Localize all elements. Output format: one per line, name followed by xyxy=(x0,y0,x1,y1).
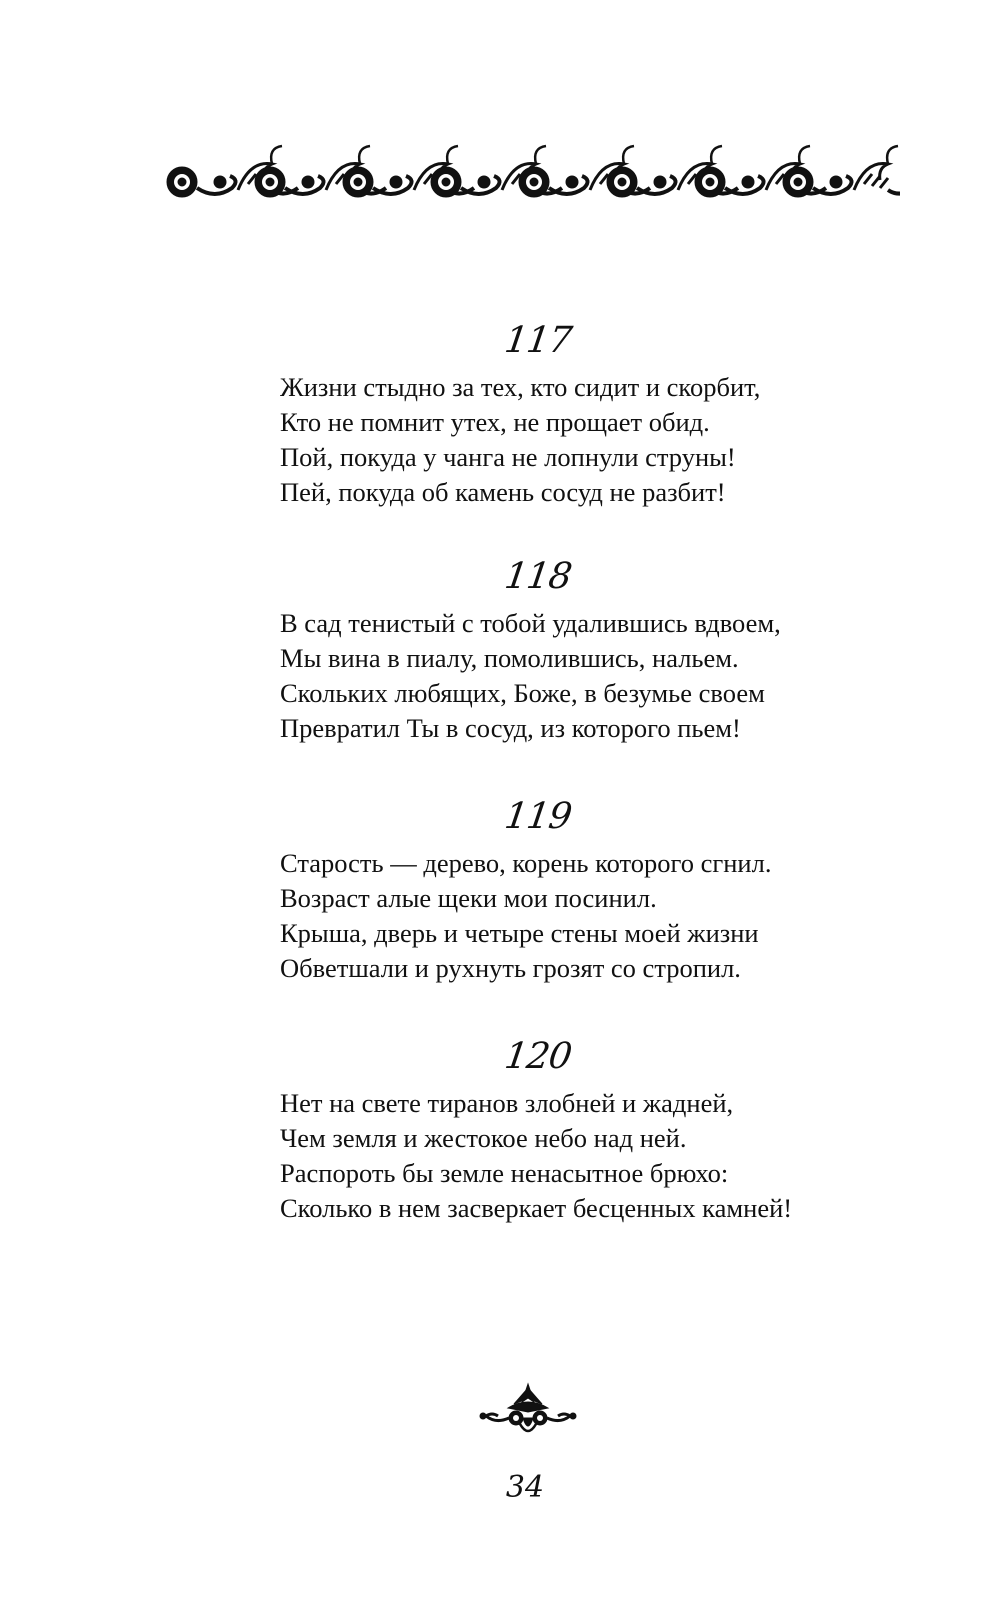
poem-line: Сколько в нем засверкает бесценных камней! xyxy=(280,1193,793,1223)
poem-line: Кто не помнит утех, не прощает обид. xyxy=(280,407,710,437)
poem-line: Чем земля и жестокое небо над ней. xyxy=(280,1123,687,1153)
poem-number: 118 xyxy=(502,556,574,597)
poem-number: 119 xyxy=(502,796,574,837)
poem-line: Возраст алые щеки мои посинил. xyxy=(280,883,657,913)
poem-lines xyxy=(280,1086,792,1226)
poem-lines xyxy=(280,370,760,510)
poem-line: Скольких любящих, Боже, в безумье своем xyxy=(280,678,765,708)
poem-number: 117 xyxy=(502,320,574,361)
poem-line: Распороть бы земле ненасытное брюхо: xyxy=(280,1158,729,1188)
poem-line: В сад тенистый с тобой удалившись вдвоем, xyxy=(280,608,781,638)
top-border-ornament xyxy=(160,140,900,220)
page-number: 34 xyxy=(505,1470,545,1505)
poem-line: Старость — дерево, корень которого сгнил. xyxy=(280,848,772,878)
poem-line: Обветшали и рухнуть грозят со стропил. xyxy=(280,953,741,983)
poem-line: Пой, покуда у чанга не лопнули струны! xyxy=(280,442,736,472)
poem-line: Крыша, дверь и четыре стены моей жизни xyxy=(280,918,759,948)
poem-line: Жизни стыдно за тех, кто сидит и скорбит, xyxy=(280,372,761,402)
palmette-ornament-icon xyxy=(478,1378,578,1438)
poem-lines xyxy=(280,606,781,746)
poem-line: Нет на свете тиранов злобней и жадней, xyxy=(280,1088,734,1118)
poem-number: 120 xyxy=(502,1036,574,1077)
poem-line: Мы вина в пиалу, помолившись, нальем. xyxy=(280,643,739,673)
poem-line: Пей, покуда об камень сосуд не разбит! xyxy=(280,477,726,507)
poem-lines xyxy=(280,846,771,986)
poem-line: Превратил Ты в сосуд, из которого пьем! xyxy=(280,713,741,743)
